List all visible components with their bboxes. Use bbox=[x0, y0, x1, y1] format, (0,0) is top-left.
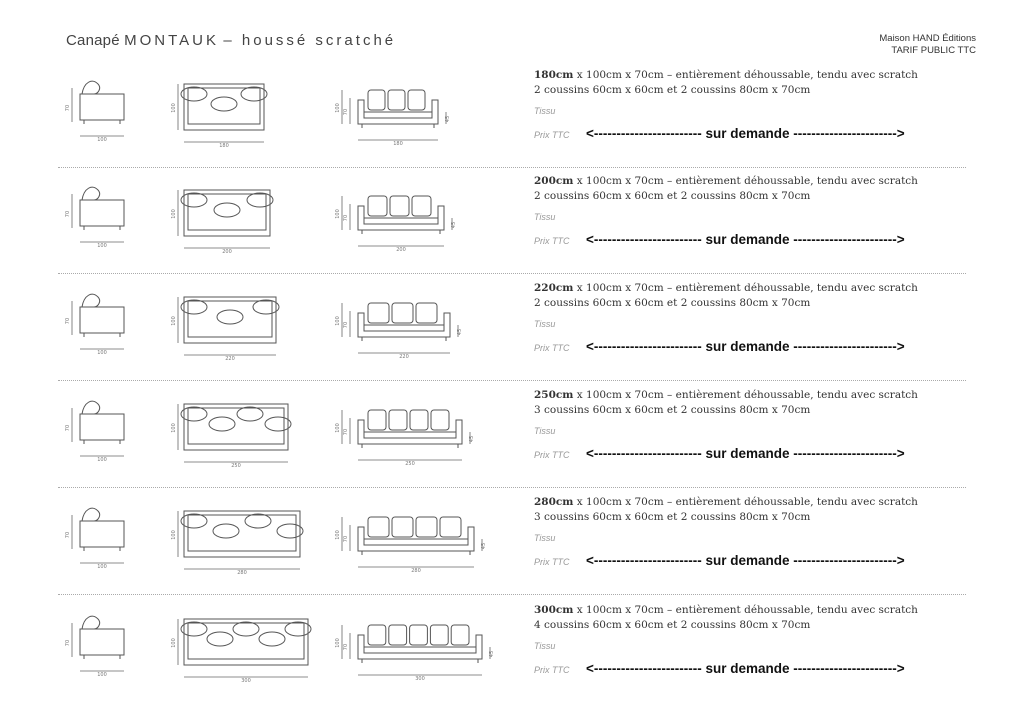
seat-height-label: 45 bbox=[445, 115, 451, 123]
sofa-width: 280cm bbox=[534, 496, 574, 508]
front-view-drawing bbox=[342, 303, 458, 353]
prix-label: Prix TTC bbox=[534, 343, 570, 353]
price-on-request: <------------------------ sur demande -----------------------> bbox=[586, 126, 905, 141]
top-width-label: 250 bbox=[231, 463, 241, 469]
front-view-drawing bbox=[342, 410, 470, 460]
tissu-label: Tissu bbox=[534, 426, 556, 436]
title-model-name: MONTAUK bbox=[124, 32, 220, 49]
prix-label: Prix TTC bbox=[534, 130, 570, 140]
tissu-label: Tissu bbox=[534, 319, 556, 329]
seat-height-label: 45 bbox=[489, 650, 495, 658]
front-width-label: 250 bbox=[405, 461, 415, 467]
top-depth-label: 100 bbox=[171, 103, 177, 113]
price-list-label: TARIF PUBLIC TTC bbox=[891, 45, 976, 56]
front-width-label: 300 bbox=[415, 676, 425, 682]
dimensions-text: x 100cm x 70cm – entièrement déhoussable, tendu avec scratch bbox=[573, 389, 918, 401]
side-depth-label: 100 bbox=[97, 672, 107, 678]
side-depth-label: 100 bbox=[97, 564, 107, 570]
side-view-drawing bbox=[72, 81, 124, 136]
product-description bbox=[534, 281, 974, 311]
side-depth-label: 100 bbox=[97, 243, 107, 249]
sofa-technical-drawing bbox=[58, 168, 498, 274]
side-height-label: 70 bbox=[65, 104, 71, 112]
top-view-drawing bbox=[178, 297, 279, 355]
sofa-width: 250cm bbox=[534, 389, 574, 401]
front-depth-label: 100 bbox=[335, 638, 341, 648]
row-separator bbox=[58, 273, 966, 274]
product-row bbox=[58, 597, 966, 703]
front-height-label: 70 bbox=[343, 643, 349, 651]
price-on-request: <------------------------ sur demande -----------------------> bbox=[586, 661, 905, 676]
side-depth-label: 100 bbox=[97, 137, 107, 143]
product-row bbox=[58, 275, 966, 381]
price-on-request: <------------------------ sur demande -----------------------> bbox=[586, 446, 905, 461]
top-depth-label: 100 bbox=[171, 316, 177, 326]
title-subtitle: – houssé scratché bbox=[223, 32, 397, 49]
side-view-drawing bbox=[72, 508, 124, 563]
dimensions-line bbox=[534, 495, 974, 510]
front-depth-label: 100 bbox=[335, 316, 341, 326]
dimensions-line bbox=[534, 68, 974, 83]
top-view-drawing bbox=[178, 84, 267, 142]
seat-height-label: 45 bbox=[481, 542, 487, 550]
seat-height-label: 45 bbox=[469, 435, 475, 443]
sofa-technical-drawing bbox=[58, 275, 498, 381]
dimensions-text: x 100cm x 70cm – entièrement déhoussable, tendu avec scratch bbox=[573, 604, 918, 616]
product-description bbox=[534, 603, 974, 633]
side-view-drawing bbox=[72, 401, 124, 456]
price-on-request: <------------------------ sur demande -----------------------> bbox=[586, 232, 905, 247]
sofa-width: 220cm bbox=[534, 282, 574, 294]
prix-label: Prix TTC bbox=[534, 665, 570, 675]
price-on-request: <------------------------ sur demande -----------------------> bbox=[586, 339, 905, 354]
tissu-label: Tissu bbox=[534, 641, 556, 651]
cushions-line: 4 coussins 60cm x 60cm et 2 coussins 80cm x 70cm bbox=[534, 619, 811, 631]
sofa-width: 300cm bbox=[534, 604, 574, 616]
prix-label: Prix TTC bbox=[534, 236, 570, 246]
top-width-label: 280 bbox=[237, 570, 247, 576]
top-view-drawing bbox=[178, 190, 273, 248]
front-view-drawing bbox=[342, 196, 452, 246]
cushions-line: 2 coussins 60cm x 60cm et 2 coussins 80cm x 70cm bbox=[534, 190, 811, 202]
side-height-label: 70 bbox=[65, 531, 71, 539]
sofa-technical-drawing bbox=[58, 62, 498, 168]
top-view-drawing bbox=[178, 619, 311, 677]
dimensions-line bbox=[534, 603, 974, 618]
side-view-drawing bbox=[72, 187, 124, 242]
front-height-label: 70 bbox=[343, 108, 349, 116]
front-depth-label: 100 bbox=[335, 423, 341, 433]
brand-block bbox=[879, 33, 976, 57]
front-height-label: 70 bbox=[343, 321, 349, 329]
tissu-label: Tissu bbox=[534, 533, 556, 543]
product-description bbox=[534, 495, 974, 525]
dimensions-line bbox=[534, 281, 974, 296]
top-depth-label: 100 bbox=[171, 209, 177, 219]
seat-height-label: 45 bbox=[457, 328, 463, 336]
top-width-label: 220 bbox=[225, 356, 235, 362]
front-depth-label: 100 bbox=[335, 530, 341, 540]
row-separator bbox=[58, 594, 966, 595]
top-depth-label: 100 bbox=[171, 530, 177, 540]
dimensions-text: x 100cm x 70cm – entièrement déhoussable, tendu avec scratch bbox=[573, 496, 918, 508]
sofa-width: 200cm bbox=[534, 175, 574, 187]
front-view-drawing bbox=[342, 517, 482, 567]
top-depth-label: 100 bbox=[171, 638, 177, 648]
side-view-drawing bbox=[72, 616, 124, 671]
front-height-label: 70 bbox=[343, 535, 349, 543]
row-separator bbox=[58, 487, 966, 488]
sofa-width: 180cm bbox=[534, 69, 574, 81]
product-description bbox=[534, 388, 974, 418]
dimensions-text: x 100cm x 70cm – entièrement déhoussable, tendu avec scratch bbox=[573, 282, 918, 294]
product-description bbox=[534, 174, 974, 204]
product-description bbox=[534, 68, 974, 98]
top-width-label: 300 bbox=[241, 678, 251, 684]
brand-name: Maison HAND Éditions bbox=[879, 33, 976, 44]
cushions-line: 2 coussins 60cm x 60cm et 2 coussins 80cm x 70cm bbox=[534, 297, 811, 309]
side-height-label: 70 bbox=[65, 317, 71, 325]
dimensions-text: x 100cm x 70cm – entièrement déhoussable, tendu avec scratch bbox=[573, 69, 918, 81]
dimensions-text: x 100cm x 70cm – entièrement déhoussable, tendu avec scratch bbox=[573, 175, 918, 187]
side-depth-label: 100 bbox=[97, 457, 107, 463]
top-view-drawing bbox=[178, 511, 303, 569]
side-height-label: 70 bbox=[65, 210, 71, 218]
front-height-label: 70 bbox=[343, 428, 349, 436]
side-depth-label: 100 bbox=[97, 350, 107, 356]
product-row bbox=[58, 62, 966, 168]
front-view-drawing bbox=[342, 625, 490, 675]
page-title bbox=[66, 32, 396, 49]
side-view-drawing bbox=[72, 294, 124, 349]
top-width-label: 180 bbox=[219, 143, 229, 149]
product-row bbox=[58, 382, 966, 488]
cushions-line: 3 coussins 60cm x 60cm et 2 coussins 80cm x 70cm bbox=[534, 404, 811, 416]
product-row bbox=[58, 168, 966, 274]
seat-height-label: 45 bbox=[451, 221, 457, 229]
top-depth-label: 100 bbox=[171, 423, 177, 433]
sofa-technical-drawing bbox=[58, 489, 498, 595]
front-width-label: 220 bbox=[399, 354, 409, 360]
top-width-label: 200 bbox=[222, 249, 232, 255]
side-height-label: 70 bbox=[65, 424, 71, 432]
sofa-technical-drawing bbox=[58, 597, 498, 703]
price-on-request: <------------------------ sur demande -----------------------> bbox=[586, 553, 905, 568]
cushions-line: 3 coussins 60cm x 60cm et 2 coussins 80cm x 70cm bbox=[534, 511, 811, 523]
prix-label: Prix TTC bbox=[534, 557, 570, 567]
front-width-label: 200 bbox=[396, 247, 406, 253]
dimensions-line bbox=[534, 174, 974, 189]
front-height-label: 70 bbox=[343, 214, 349, 222]
side-height-label: 70 bbox=[65, 639, 71, 647]
tissu-label: Tissu bbox=[534, 212, 556, 222]
top-view-drawing bbox=[178, 404, 291, 462]
prix-label: Prix TTC bbox=[534, 450, 570, 460]
front-view-drawing bbox=[342, 90, 446, 140]
front-width-label: 280 bbox=[411, 568, 421, 574]
front-depth-label: 100 bbox=[335, 103, 341, 113]
front-depth-label: 100 bbox=[335, 209, 341, 219]
row-separator bbox=[58, 380, 966, 381]
product-row bbox=[58, 489, 966, 595]
cushions-line: 2 coussins 60cm x 60cm et 2 coussins 80cm x 70cm bbox=[534, 84, 811, 96]
title-prefix: Canapé bbox=[66, 32, 120, 49]
dimensions-line bbox=[534, 388, 974, 403]
front-width-label: 180 bbox=[393, 141, 403, 147]
tissu-label: Tissu bbox=[534, 106, 556, 116]
sofa-technical-drawing bbox=[58, 382, 498, 488]
